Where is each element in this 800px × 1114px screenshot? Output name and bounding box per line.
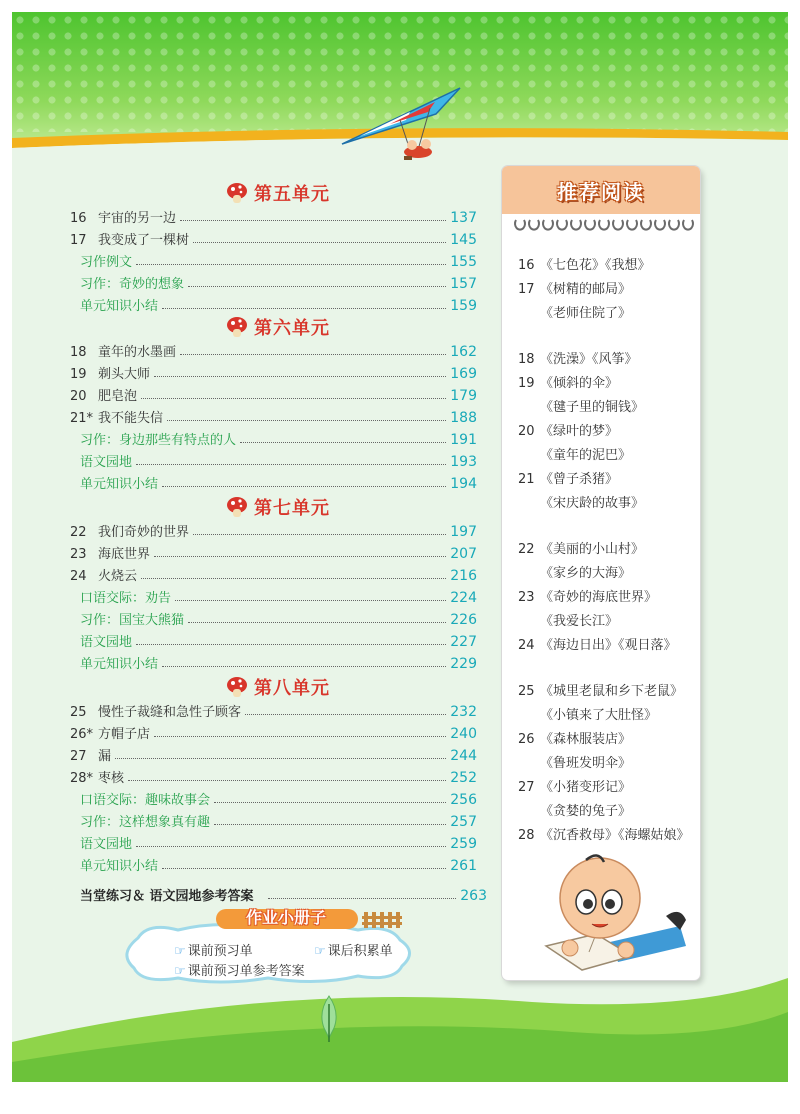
reading-item [518, 704, 657, 724]
lesson-number: 26* [70, 727, 94, 742]
reading-item [518, 776, 631, 796]
reading-title: 《树精的邮局》 [540, 282, 632, 297]
toc-entry[interactable] [80, 606, 477, 628]
toc-entry[interactable] [80, 852, 477, 874]
reading-item [518, 420, 618, 440]
reading-item [518, 372, 618, 392]
leader-dots [188, 286, 446, 287]
leader-dots [136, 464, 446, 465]
lesson-number: 17 [70, 233, 87, 248]
lesson-number: 19 [70, 367, 87, 382]
page-number: 157 [450, 276, 477, 292]
leader-dots [162, 486, 446, 487]
reading-item [518, 302, 631, 322]
unit-6-heading [226, 314, 330, 340]
reading-item [518, 492, 644, 512]
entry-title: 海底世界 [98, 547, 151, 562]
lesson-number: 18 [518, 352, 535, 367]
page-number: 155 [450, 254, 477, 270]
leader-dots [214, 802, 446, 803]
leader-dots [175, 600, 446, 601]
pointing-hand-icon: ☞ [174, 944, 186, 959]
leaf-icon [318, 994, 340, 1044]
leader-dots [154, 376, 446, 377]
page-number: 263 [460, 888, 487, 904]
toc-entry[interactable] [70, 338, 477, 360]
pointing-hand-icon: ☞ [314, 944, 326, 959]
toc-entry[interactable] [70, 562, 477, 584]
homework-item[interactable] [174, 960, 305, 979]
page-number: 193 [450, 454, 477, 470]
page-number: 191 [450, 432, 477, 448]
homework-title: 作业小册子 [245, 908, 326, 927]
unit-5-heading [226, 180, 330, 206]
toc-entry[interactable] [70, 518, 477, 540]
reading-title: 《倾斜的伞》 [540, 376, 619, 391]
reading-item [518, 800, 631, 820]
page-number: 179 [450, 388, 477, 404]
lesson-number: 18 [70, 345, 87, 360]
entry-title: 单元知识小结 [80, 477, 159, 492]
reading-item [518, 444, 631, 464]
entry-title: 宇宙的另一边 [98, 211, 177, 226]
entry-title: 当堂练习＆ 语文园地参考答案 [80, 889, 254, 904]
reading-item [518, 278, 631, 298]
unit-title: 第七单元 [254, 498, 330, 519]
leader-dots [162, 868, 446, 869]
mushroom-icon [226, 316, 248, 338]
reading-item [518, 538, 644, 558]
page-number: 207 [450, 546, 477, 562]
page-number: 256 [450, 792, 477, 808]
lesson-number: 28* [70, 771, 94, 786]
reading-title: 《绿叶的梦》 [540, 424, 619, 439]
page-number: 145 [450, 232, 477, 248]
reading-title: 《森林服装店》 [540, 732, 632, 747]
unit-title: 第六单元 [254, 318, 330, 339]
leader-dots [128, 780, 446, 781]
reading-title: 《七色花》《我想》 [540, 258, 651, 273]
reading-item [518, 348, 638, 368]
toc-entry[interactable] [80, 808, 477, 830]
toc-entry[interactable] [70, 204, 477, 226]
leader-dots [154, 736, 446, 737]
reading-title: 《沉香救母》《海螺姑娘》 [540, 828, 690, 843]
lesson-number: 25 [518, 684, 535, 699]
toc-entry[interactable] [80, 426, 477, 448]
reading-item [518, 752, 631, 772]
answers-entry[interactable] [80, 882, 487, 904]
page-number: 261 [450, 858, 477, 874]
toc-entry[interactable] [80, 448, 477, 470]
lesson-number: 25 [70, 705, 87, 720]
toc-entry[interactable] [70, 720, 477, 742]
leader-dots [141, 398, 446, 399]
toc-entry[interactable] [80, 292, 477, 314]
toc-entry[interactable] [70, 698, 477, 720]
lesson-number: 26 [518, 732, 535, 747]
reading-item [518, 396, 644, 416]
entry-title: 习作例文 [80, 255, 133, 270]
lesson-number: 20 [70, 389, 87, 404]
entry-title: 语文园地 [80, 837, 133, 852]
toc-entry[interactable] [80, 830, 477, 852]
page-number: 226 [450, 612, 477, 628]
page-number: 194 [450, 476, 477, 492]
leader-dots [245, 714, 446, 715]
entry-title: 我们奇妙的世界 [98, 525, 190, 540]
reading-title: 《我爱长江》 [540, 614, 619, 629]
entry-title: 剃头大师 [98, 367, 151, 382]
entry-title: 口语交际：劝告 [80, 591, 172, 606]
page-number: 257 [450, 814, 477, 830]
reading-item [518, 610, 618, 630]
reading-title: 《奇妙的海底世界》 [540, 590, 658, 605]
homework-item-label: 课后积累单 [327, 944, 393, 959]
leader-dots [115, 758, 446, 759]
pointing-hand-icon: ☞ [174, 964, 186, 979]
reading-title: 《贪婪的兔子》 [540, 804, 632, 819]
entry-title: 方帽子店 [98, 727, 151, 742]
reading-title: 《曾子杀猪》 [540, 472, 619, 487]
entry-title: 单元知识小结 [80, 299, 159, 314]
entry-title: 习作：身边那些有特点的人 [80, 433, 237, 448]
lesson-number: 24 [518, 638, 535, 653]
mushroom-icon [226, 676, 248, 698]
page-number: 159 [450, 298, 477, 314]
leader-dots [136, 846, 446, 847]
toc-entry[interactable] [70, 764, 477, 786]
leader-dots [154, 556, 446, 557]
page-number: 137 [450, 210, 477, 226]
entry-title: 我不能失信 [98, 411, 164, 426]
homework-item[interactable] [314, 940, 393, 959]
page-number: 169 [450, 366, 477, 382]
leader-dots [136, 644, 446, 645]
bottom-hill [12, 972, 788, 1082]
entry-title: 口语交际：趣味故事会 [80, 793, 211, 808]
lesson-number: 19 [518, 376, 535, 391]
reading-title: 《毽子里的铜钱》 [540, 400, 645, 415]
reading-boy-illustration [540, 846, 690, 976]
homework-item-label: 课前预习单 [187, 944, 253, 959]
toc-entry[interactable] [80, 470, 477, 492]
page-number: 197 [450, 524, 477, 540]
reading-item [518, 254, 651, 274]
lesson-number: 27 [70, 749, 87, 764]
page-number: 244 [450, 748, 477, 764]
lesson-number: 24 [70, 569, 87, 584]
reading-title: 《小镇来了大肚怪》 [540, 708, 658, 723]
entry-title: 语文园地 [80, 455, 133, 470]
leader-dots [240, 442, 446, 443]
spiral-binding [510, 212, 696, 238]
mushroom-icon [226, 496, 248, 518]
reading-title: 《城里老鼠和乡下老鼠》 [540, 684, 684, 699]
page-number: 240 [450, 726, 477, 742]
homework-booklet-banner [118, 906, 418, 986]
reading-item [518, 824, 690, 844]
reading-title: 《小猪变形记》 [540, 780, 632, 795]
lesson-number: 27 [518, 780, 535, 795]
lesson-number: 22 [70, 525, 87, 540]
leader-dots [193, 242, 446, 243]
lesson-number: 16 [70, 211, 87, 226]
unit-title: 第五单元 [254, 184, 330, 205]
reading-title: 《家乡的大海》 [540, 566, 632, 581]
entry-title: 单元知识小结 [80, 657, 159, 672]
toc-entry[interactable] [80, 786, 477, 808]
page-number: 188 [450, 410, 477, 426]
reading-item [518, 586, 657, 606]
homework-item[interactable] [174, 940, 253, 959]
reading-item [518, 728, 631, 748]
reading-item [518, 562, 631, 582]
entry-title: 肥皂泡 [98, 389, 138, 404]
page-number: 216 [450, 568, 477, 584]
entry-title: 习作：国宝大熊猫 [80, 613, 185, 628]
lesson-number: 16 [518, 258, 535, 273]
leader-dots [180, 220, 446, 221]
reading-title: 《宋庆龄的故事》 [540, 496, 645, 511]
entry-title: 习作：这样想象真有趣 [80, 815, 211, 830]
entry-title: 语文园地 [80, 635, 133, 650]
lesson-number: 20 [518, 424, 535, 439]
page-number: 252 [450, 770, 477, 786]
leader-dots [180, 354, 446, 355]
entry-title: 我变成了一棵树 [98, 233, 190, 248]
mushroom-icon [226, 182, 248, 204]
lesson-number: 23 [518, 590, 535, 605]
toc-entry[interactable] [80, 650, 477, 672]
leader-dots [188, 622, 446, 623]
reading-title: 《海边日出》《观日落》 [540, 638, 677, 653]
reading-title: 《老师住院了》 [540, 306, 632, 321]
reading-title: 《洗澡》《风筝》 [540, 352, 638, 367]
entry-title: 火烧云 [98, 569, 138, 584]
toc-entry[interactable] [70, 360, 477, 382]
reading-item [518, 468, 618, 488]
page-number: 227 [450, 634, 477, 650]
reading-item [518, 680, 683, 700]
unit-7-heading [226, 494, 330, 520]
panel-title: 推荐阅读 [557, 180, 645, 204]
entry-title: 枣核 [98, 771, 125, 786]
leader-dots [268, 898, 457, 899]
leader-dots [162, 308, 446, 309]
toc-entry[interactable] [70, 382, 477, 404]
toc-entry[interactable] [70, 404, 477, 426]
fence-icon [362, 910, 402, 928]
leader-dots [162, 666, 446, 667]
unit-8-heading [226, 674, 330, 700]
leader-dots [214, 824, 446, 825]
toc-entry[interactable] [80, 270, 477, 292]
reading-item [518, 634, 677, 654]
leader-dots [136, 264, 446, 265]
page-number: 259 [450, 836, 477, 852]
toc-entry[interactable] [70, 226, 477, 248]
toc-entry[interactable] [80, 584, 477, 606]
page-number: 232 [450, 704, 477, 720]
toc-entry[interactable] [80, 628, 477, 650]
lesson-number: 22 [518, 542, 535, 557]
leader-dots [167, 420, 446, 421]
entry-title: 慢性子裁缝和急性子顾客 [98, 705, 242, 720]
leader-dots [141, 578, 446, 579]
toc-entry[interactable] [70, 742, 477, 764]
toc-entry[interactable] [70, 540, 477, 562]
leader-dots [193, 534, 446, 535]
hang-glider-illustration [340, 84, 466, 174]
lesson-number: 17 [518, 282, 535, 297]
lesson-number: 23 [70, 547, 87, 562]
toc-entry[interactable] [80, 248, 477, 270]
reading-title: 《童年的泥巴》 [540, 448, 632, 463]
page-number: 229 [450, 656, 477, 672]
page-number: 224 [450, 590, 477, 606]
entry-title: 童年的水墨画 [98, 345, 177, 360]
lesson-number: 28 [518, 828, 535, 843]
lesson-number: 21* [70, 411, 94, 426]
entry-title: 单元知识小结 [80, 859, 159, 874]
unit-title: 第八单元 [254, 678, 330, 699]
entry-title: 习作：奇妙的想象 [80, 277, 185, 292]
reading-title: 《美丽的小山村》 [540, 542, 645, 557]
reading-title: 《鲁班发明伞》 [540, 756, 632, 771]
page-number: 162 [450, 344, 477, 360]
entry-title: 漏 [98, 749, 112, 764]
lesson-number: 21 [518, 472, 535, 487]
homework-item-label: 课前预习单参考答案 [187, 964, 305, 979]
